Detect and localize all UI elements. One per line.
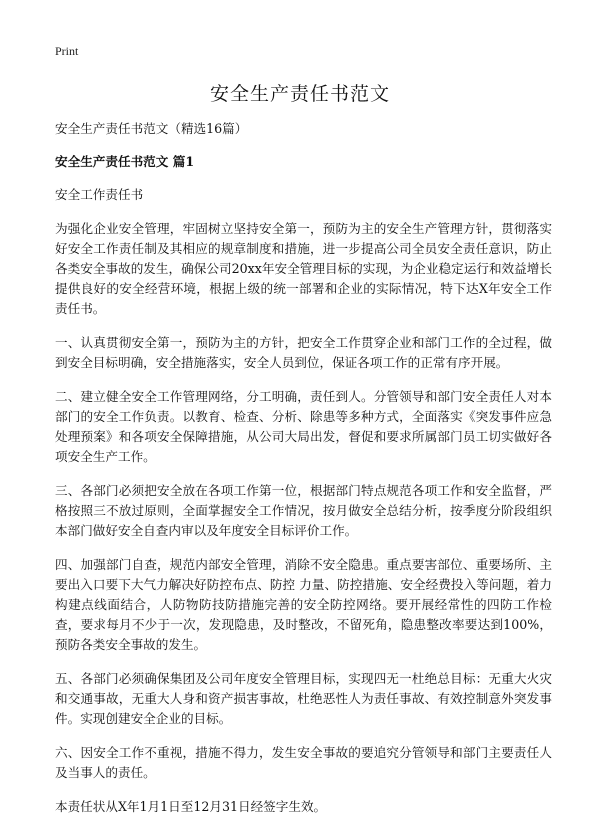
closing-statement: 本责任状从X年1月1日至12月31日经签字生效。 xyxy=(55,799,327,814)
document-subtitle: 安全生产责任书范文（精选16篇） xyxy=(55,121,248,136)
document-title: 安全生产责任书范文 xyxy=(209,83,390,105)
paragraph-item-3: 三、各部门必须把安全放在各项工作第一位，根据部门特点规范各项工作和安全监督，严格按照三不放过原则，全面掌握安全工作情况，按月做安全总结分析，按季度分阶段组织本部门做好安全自查内审以及年度安全目标评价工作。 xyxy=(55,483,552,538)
document-body xyxy=(55,119,552,817)
paragraph-intro: 为强化企业安全管理，牢固树立坚持安全第一，预防为主的安全生产管理方针，贯彻落实好安全工作责任制及其相应的规章制度和措施，进一步提高公司全员安全责任意识，防止各类安全事故的发生，确保公司20xx年安全管理目标的实现，为企业稳定运行和效益增长提供良好的安全经营环境，根据上级的统一部署和企业的实际情况，特下达X年安全工作责任书。 xyxy=(55,221,552,316)
paragraph-item-1: 一、认真贯彻安全第一，预防为主的方针，把安全工作贯穿企业和部门工作的全过程，做到安全目标明确，安全措施落实，安全人员到位，保证各项工作的正常有序开展。 xyxy=(55,335,552,370)
section-heading: 安全生产责任书范文 篇1 xyxy=(55,154,195,169)
paragraph-item-5: 五、各部门必须确保集团及公司年度安全管理目标，实现四无一杜绝总目标：无重大火灾和交通事故，无重大人身和资产损害事故，杜绝恶性人为责任事故、有效控制意外突发事件。实现创建安全企业的目标。 xyxy=(55,671,552,726)
print-link[interactable]: Print xyxy=(55,44,79,58)
document-label: 安全工作责任书 xyxy=(55,187,144,202)
paragraph-item-2: 二、建立健全安全工作管理网络，分工明确，责任到人。分管领导和部门安全责任人对本部门的安全工作负责。以教育、检查、分析、除患等多种方式，全面落实《突发事件应急处理预案》和各项安全保障措施，从公司大局出发，督促和要求所属部门员工切实做好各项安全生产工作。 xyxy=(55,389,552,464)
paragraph-item-6: 六、因安全工作不重视，措施不得力，发生安全事故的要追究分管领导和部门主要责任人及当事人的责任。 xyxy=(55,745,552,780)
paragraph-item-4: 四、加强部门自查，规范内部安全管理，消除不安全隐患。重点要害部位、重要场所、主要出入口要下大气力解决好防控布点、防控 力量、防控措施、安全经费投入等问题，着力构建点线面结合，人防物防技防措施完善的安全防控网络。要开展经常性的四防工作检查，要求每月不少于一次，发现隐患，及时整改，不留死角，隐患整改率要达到100%，预防各类安全事故的发生。 xyxy=(55,557,552,652)
